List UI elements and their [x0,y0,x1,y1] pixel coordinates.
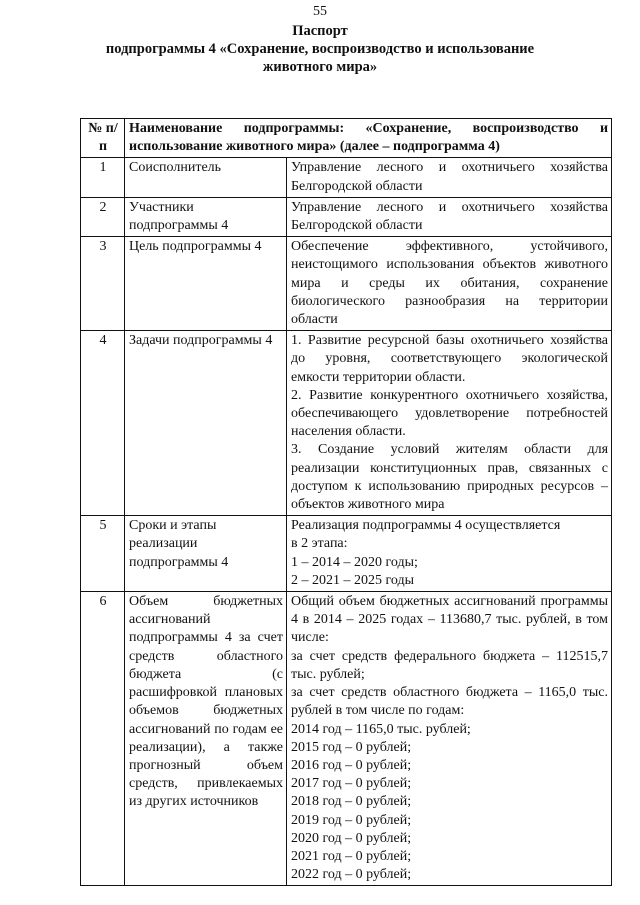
budget-year-line: 2015 год – 0 рублей; [291,739,412,755]
row-number: 4 [81,331,125,516]
row-number: 6 [81,592,125,886]
row-label: Участники подпрограммы 4 [125,197,287,236]
table-row [81,158,612,197]
row-label: Цель подпрограммы 4 [125,237,287,331]
title-line-1: Паспорт [292,23,348,39]
budget-paragraph: за счет средств областного бюджета – 1165,0 тыс. рублей в том числе по годам: [291,685,609,719]
budget-year-line: 2018 год – 0 рублей; [291,794,412,810]
passport-table [80,118,612,886]
table-row [81,331,612,516]
table-row [81,197,612,236]
row-value: Управление лесного и охотничьего хозяйства Белгородской области [287,197,612,236]
row-label: Задачи подпрограммы 4 [125,331,287,516]
stage-line: Реализация подпрограммы 4 осуществляется [291,518,561,534]
table-header-row [81,119,612,158]
budget-year-line: 2021 год – 0 рублей; [291,848,412,864]
page-number: 55 [313,4,327,19]
row-number: 3 [81,237,125,331]
budget-paragraph: Общий объем бюджетных ассигнований программы 4 в 2014 – 2025 годах – 113680,7 тыс. рублей, в том числе: [291,594,609,646]
header-name-cell: Наименование подпрограммы: «Сохранение, воспроизводство и использование животного мира» (далее – подпрограмма 4) [125,119,612,158]
budget-year-line: 2022 год – 0 рублей; [291,867,412,883]
row-number: 5 [81,516,125,592]
title-line-2: подпрограммы 4 «Сохранение, воспроизводство и использование [105,41,535,57]
stage-line: в 2 этапа: [291,536,348,552]
row-value-list [287,516,612,592]
table-row [81,516,612,592]
budget-year-line: 2016 год – 0 рублей; [291,757,412,773]
header-number-cell: № п/п [81,119,125,158]
document-title [0,22,640,76]
row-value-list [287,592,612,886]
row-value-list [287,331,612,516]
row-number: 1 [81,158,125,197]
task-item: 3. Создание условий жителям области для реализации конституционных прав, связанных с доступом к использованию природных ресурсов – объектов животного мира [291,442,609,513]
stage-line: 1 – 2014 – 2020 годы; [291,554,418,570]
budget-year-line: 2017 год – 0 рублей; [291,776,412,792]
table-row [81,237,612,331]
task-item: 2. Развитие конкурентного охотничьего хозяйства, обеспечивающего удовлетворение потребностей населения области. [291,387,609,440]
budget-paragraph: за счет средств федерального бюджета – 112515,7 тыс. рублей; [291,648,609,682]
row-value: Обеспечение эффективного, устойчивого, неистощимого использования объектов животного мира и среды их обитания, сохранение биологического разнообразия на территории области [287,237,612,331]
budget-year-line: 2019 год – 0 рублей; [291,812,412,828]
row-number: 2 [81,197,125,236]
row-label: Соисполнитель [125,158,287,197]
title-line-3: животного мира» [262,59,378,75]
budget-year-line: 2014 год – 1165,0 тыс. рублей; [291,721,471,737]
row-label: Объем бюджетных ассигнований подпрограммы 4 за счет средств областного бюджета (с расшифровкой плановых объемов бюджетных ассигнований по годам ее реализации), а также прогнозный объем средств, привлекаемых из других источников [125,592,287,886]
task-item: 1. Развитие ресурсной базы охотничьего хозяйства до уровня, соответствующего экологической емкости территории области. [291,333,609,385]
row-label: Сроки и этапы реализации подпрограммы 4 [125,516,287,592]
row-value: Управление лесного и охотничьего хозяйства Белгородской области [287,158,612,197]
budget-year-line: 2020 год – 0 рублей; [291,830,412,846]
table-row [81,592,612,886]
stage-line: 2 – 2021 – 2025 годы [291,572,415,588]
